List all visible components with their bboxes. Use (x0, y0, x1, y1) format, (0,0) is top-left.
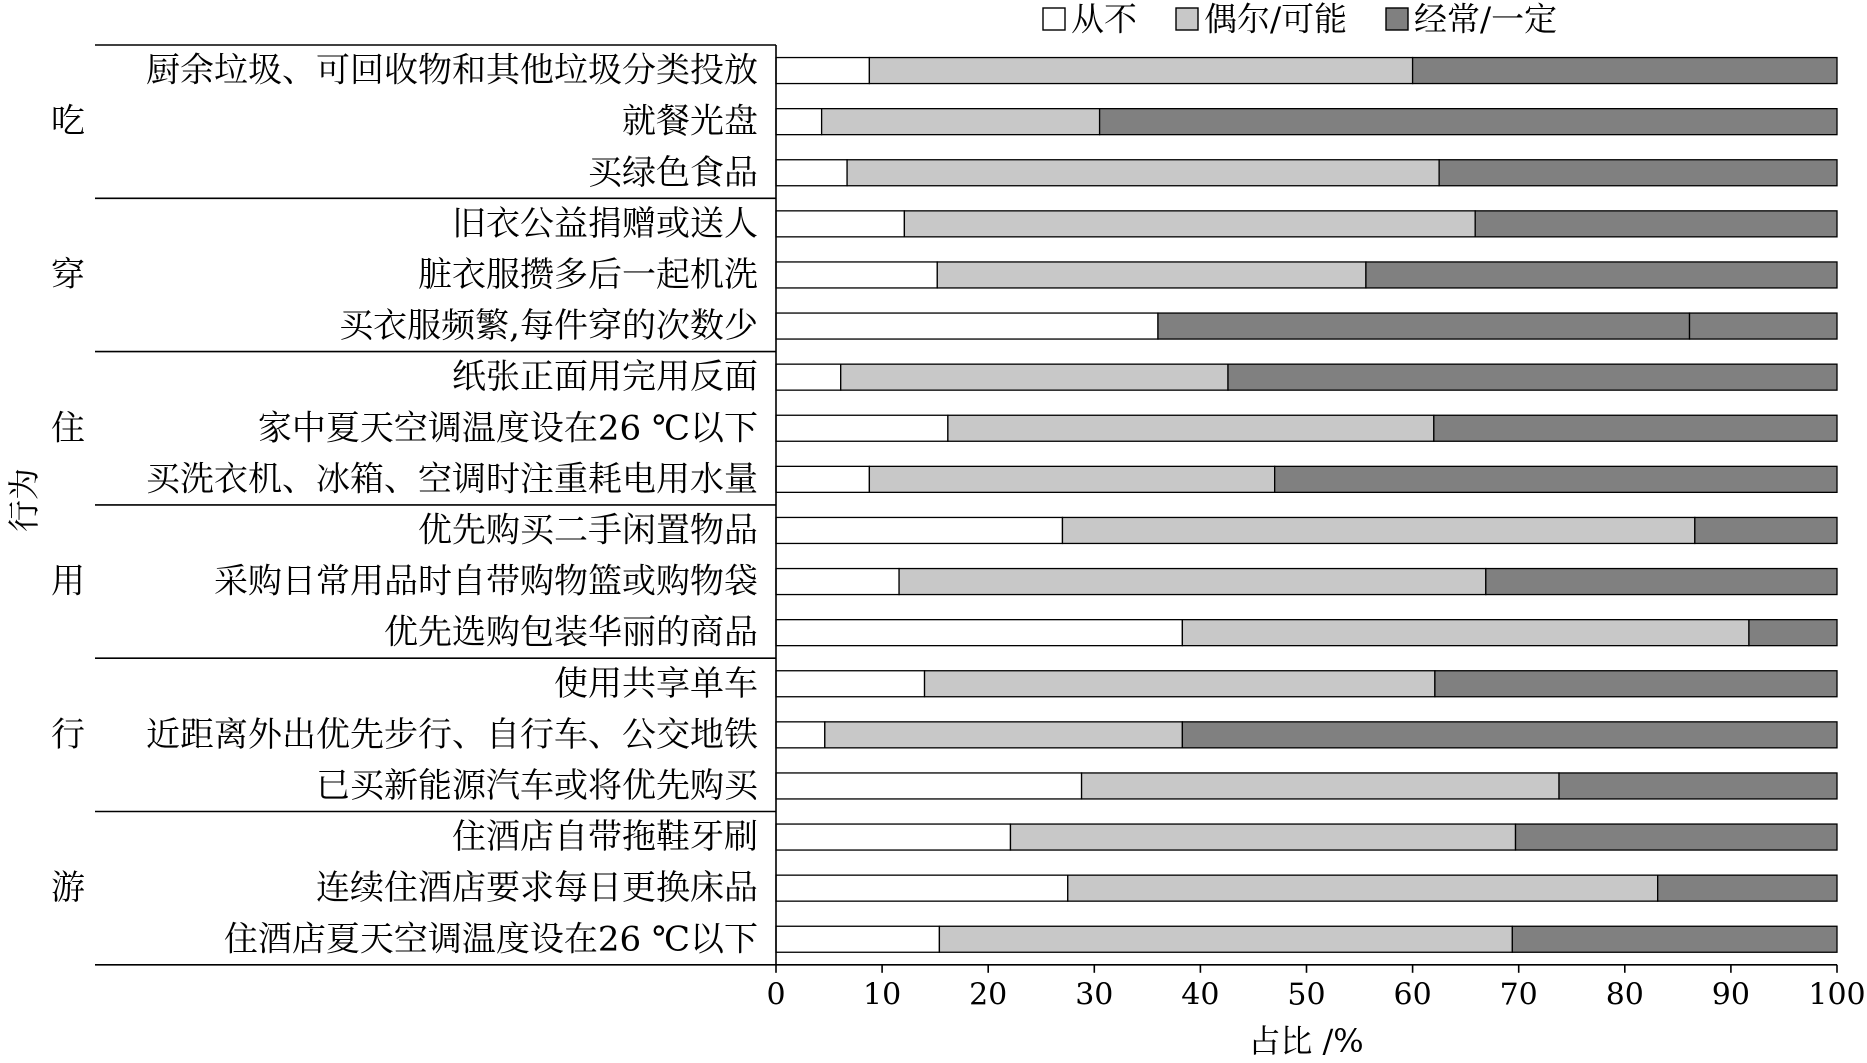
group-label-6: 游 (51, 868, 85, 909)
bar-row-11-sometimes (899, 569, 1486, 595)
x-tick-label-60: 60 (1393, 977, 1432, 1013)
x-tick-label-100: 100 (1808, 977, 1866, 1013)
category-label-12: 优先选购包装华丽的商品 (384, 612, 758, 653)
category-label-2: 就餐光盘 (622, 101, 758, 142)
legend-label-never: 从不 (1071, 0, 1137, 39)
bar-row-17-often (1658, 875, 1837, 901)
x-tick-label-30: 30 (1075, 977, 1114, 1013)
bar-row-17-sometimes (1068, 875, 1658, 901)
bar-row-4-sometimes (904, 211, 1475, 237)
bar-row-1-never (776, 58, 869, 84)
bar-row-9-never (776, 466, 869, 492)
bar-row-3-never (776, 160, 847, 186)
bar-row-13-sometimes (925, 671, 1435, 697)
bar-row-10-never (776, 517, 1062, 543)
category-label-10: 优先购买二手闲置物品 (418, 510, 758, 551)
bar-row-18-often (1512, 926, 1837, 952)
category-label-5: 脏衣服攒多后一起机洗 (418, 254, 758, 295)
category-label-8: 家中夏天空调温度设在26 ℃以下 (257, 408, 758, 449)
bar-row-17-never (776, 875, 1068, 901)
bar-row-6-never (776, 313, 1158, 339)
bar-row-14-often (1182, 722, 1837, 748)
bar-row-3-sometimes (847, 160, 1439, 186)
bar-row-4-never (776, 211, 904, 237)
bar-row-7-often (1228, 364, 1837, 390)
bar-row-14-sometimes (825, 722, 1183, 748)
legend-label-often: 经常/一定 (1414, 0, 1558, 39)
category-label-3: 买绿色食品 (588, 152, 758, 193)
bar-row-1-often (1413, 58, 1837, 84)
bar-row-3-often (1439, 160, 1837, 186)
group-label-1: 吃 (51, 101, 85, 142)
bar-row-9-often (1275, 466, 1837, 492)
y-axis-title: 行为 (5, 467, 43, 533)
bar-row-16-often (1516, 824, 1837, 850)
x-tick-label-10: 10 (863, 977, 902, 1013)
bar-row-8-sometimes (948, 415, 1434, 441)
bar-row-9-sometimes (869, 466, 1274, 492)
bar-row-12-never (776, 620, 1182, 646)
category-label-13: 使用共享单车 (554, 663, 758, 704)
category-label-9: 买洗衣机、冰箱、空调时注重耗电用水量 (146, 459, 758, 500)
x-tick-label-80: 80 (1605, 977, 1644, 1013)
bar-row-16-sometimes (1010, 824, 1515, 850)
category-label-4: 旧衣公益捐赠或送人 (452, 203, 758, 244)
bar-row-14-never (776, 722, 825, 748)
bar-row-13-never (776, 671, 925, 697)
category-label-11: 采购日常用品时自带购物篮或购物袋 (214, 561, 758, 602)
bar-row-13-often (1435, 671, 1837, 697)
category-label-1: 厨余垃圾、可回收物和其他垃圾分类投放 (146, 50, 758, 91)
legend-swatch-never (1043, 8, 1065, 30)
x-tick-label-90: 90 (1711, 977, 1750, 1013)
bar-row-10-sometimes (1062, 517, 1694, 543)
bar-row-7-sometimes (841, 364, 1228, 390)
x-axis-title: 占比 /% (1248, 1022, 1364, 1060)
group-label-4: 用 (51, 561, 85, 602)
bar-row-8-never (776, 415, 948, 441)
x-tick-label-70: 70 (1499, 977, 1538, 1013)
category-label-14: 近距离外出优先步行、自行车、公交地铁 (146, 714, 758, 755)
legend-swatch-sometimes (1176, 8, 1198, 30)
bar-row-10-often (1695, 517, 1837, 543)
bar-row-5-sometimes (937, 262, 1366, 288)
bar-row-5-never (776, 262, 937, 288)
bar-row-2-sometimes (822, 109, 1100, 135)
bar-row-12-often (1749, 620, 1837, 646)
bar-row-16-never (776, 824, 1010, 850)
bar-row-1-sometimes (869, 58, 1412, 84)
bar-row-11-often (1486, 569, 1837, 595)
bar-row-15-never (776, 773, 1082, 799)
x-tick-label-40: 40 (1181, 977, 1220, 1013)
bar-row-4-often (1475, 211, 1837, 237)
legend (1043, 0, 1557, 39)
bar-row-11-never (776, 569, 899, 595)
legend-swatch-often (1386, 8, 1408, 30)
category-label-17: 连续住酒店要求每日更换床品 (316, 868, 758, 909)
category-label-6: 买衣服频繁,每件穿的次数少 (339, 306, 758, 347)
bar-row-8-often (1434, 415, 1837, 441)
bar-row-18-never (776, 926, 939, 952)
category-label-16: 住酒店自带拖鞋牙刷 (452, 817, 758, 858)
group-label-2: 穿 (51, 254, 85, 295)
bar-row-7-never (776, 364, 841, 390)
bar-row-15-sometimes (1082, 773, 1559, 799)
bar-row-6-sometimes (1158, 313, 1690, 339)
bar-row-12-sometimes (1182, 620, 1749, 646)
x-tick-label-0: 0 (766, 977, 786, 1013)
x-tick-label-20: 20 (969, 977, 1008, 1013)
bar-row-2-often (1100, 109, 1837, 135)
category-label-18: 住酒店夏天空调温度设在26 ℃以下 (223, 919, 758, 960)
bar-row-15-often (1559, 773, 1837, 799)
group-label-3: 住 (51, 408, 85, 449)
bar-row-6-often (1690, 313, 1837, 339)
bar-row-18-sometimes (939, 926, 1512, 952)
category-label-15: 已买新能源汽车或将优先购买 (316, 765, 758, 806)
legend-label-sometimes: 偶尔/可能 (1204, 0, 1348, 39)
x-tick-label-50: 50 (1287, 977, 1326, 1013)
category-label-7: 纸张正面用完用反面 (452, 357, 758, 398)
bar-row-2-never (776, 109, 822, 135)
bar-row-5-often (1366, 262, 1837, 288)
group-label-5: 行 (51, 714, 85, 755)
